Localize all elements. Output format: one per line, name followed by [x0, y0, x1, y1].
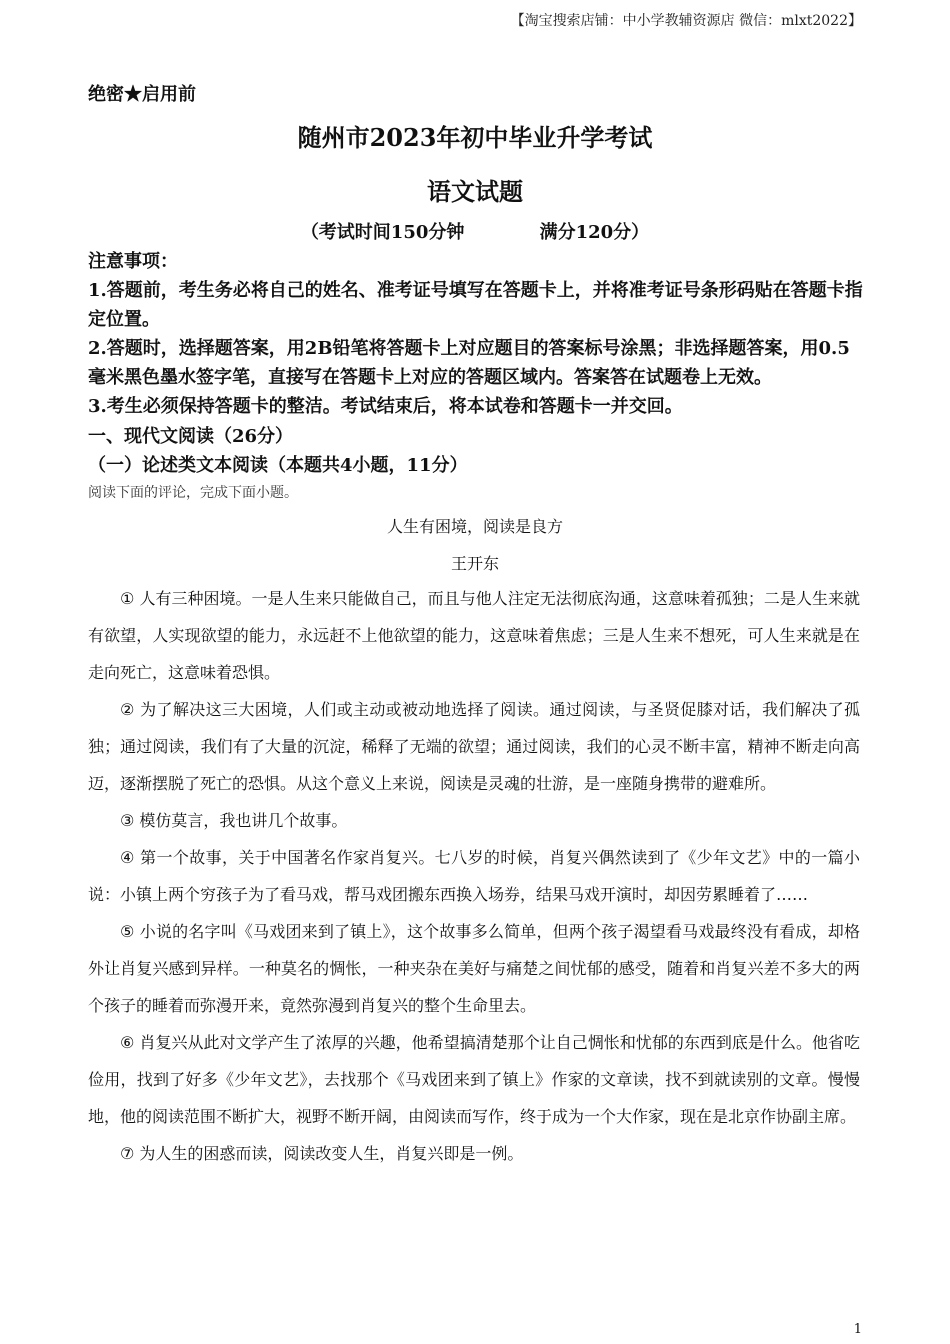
article-paragraph: ③ 模仿莫言，我也讲几个故事。	[120, 811, 348, 830]
notes-item: 3.考生必须保持答题卡的整洁。考试结束后，将本试卷和答题卡一并交回。	[88, 396, 683, 417]
notes-item: 1.答题前，考生务必将自己的姓名、准考证号填写在答题卡上，并将准考证号条形码贴在答题卡指定位置。	[88, 280, 863, 330]
article-author: 王开东	[450, 554, 499, 573]
subject-title: 语文试题	[427, 177, 523, 206]
header-watermark-note: 【淘宝搜索店铺：中小学教辅资源店 微信：mlxt2022】	[510, 13, 862, 29]
notes-item: 2.答题时，选择题答案，用2B铅笔将答题卡上对应题目的答案标号涂黑；非选择题答案，用0.5毫米黑色墨水签字笔，直接写在答题卡上对应的答题区域内。答案答在试题卷上无效。	[88, 338, 850, 388]
article-body	[88, 580, 860, 1172]
article-paragraph: ⑦ 为人生的困惑而读，阅读改变人生，肖复兴即是一例。	[120, 1144, 524, 1163]
article-paragraph: ④ 第一个故事，关于中国著名作家肖复兴。七八岁的时候，肖复兴偶然读到了《少年文艺》中的一篇小说：小镇上两个穷孩子为了看马戏，帮马戏团搬东西换入场券，结果马戏开演时，却因劳累睡着了……	[88, 848, 860, 904]
exam-info: （考试时间150分钟 满分120分）	[300, 222, 650, 243]
exam-title: 随州市2023年初中毕业升学考试	[297, 123, 653, 152]
section-heading-1-1: （一）论述类文本阅读（本题共4小题，11分）	[88, 455, 468, 476]
notes-heading: 注意事项：	[88, 251, 178, 272]
notes-block	[88, 247, 863, 421]
reading-instruction: 阅读下面的评论，完成下面小题。	[88, 485, 298, 501]
article-title: 人生有困境，阅读是良方	[386, 517, 563, 536]
article-paragraph: ⑤ 小说的名字叫《马戏团来到了镇上》，这个故事多么简单，但两个孩子渴望看马戏最终没有看成，却格外让肖复兴感到异样。一种莫名的惆怅，一种夹杂在美好与痛楚之间忧郁的感受，随着和肖复兴差不多大的两个孩子的睡着而弥漫开来，竟然弥漫到肖复兴的整个生命里去。	[88, 922, 860, 1015]
page-number: 1	[853, 1322, 862, 1337]
section-heading-1: 一、现代文阅读（26分）	[88, 426, 294, 447]
article-paragraph: ⑥ 肖复兴从此对文学产生了浓厚的兴趣，他希望搞清楚那个让自己惆怅和忧郁的东西到底是什么。他省吃俭用，找到了好多《少年文艺》，去找那个《马戏团来到了镇上》作家的文章读，找不到就读别的文章。慢慢地，他的阅读范围不断扩大，视野不断开阔，由阅读而写作，终于成为一个大作家，现在是北京作协副主席。	[88, 1033, 860, 1126]
secret-label: 绝密★启用前	[88, 84, 196, 105]
article-paragraph: ② 为了解决这三大困境，人们或主动或被动地选择了阅读。通过阅读，与圣贤促膝对话，我们解决了孤独；通过阅读，我们有了大量的沉淀，稀释了无端的欲望；通过阅读，我们的心灵不断丰富，精神不断走向高迈，逐渐摆脱了死亡的恐惧。从这个意义上来说，阅读是灵魂的壮游，是一座随身携带的避难所。	[88, 700, 860, 793]
article-paragraph: ① 人有三种困境。一是人生来只能做自己，而且与他人注定无法彻底沟通，这意味着孤独；二是人生来就有欲望，人实现欲望的能力，永远赶不上他欲望的能力，这意味着焦虑；三是人生来不想死，可人生来就是在走向死亡，这意味着恐惧。	[88, 589, 860, 682]
